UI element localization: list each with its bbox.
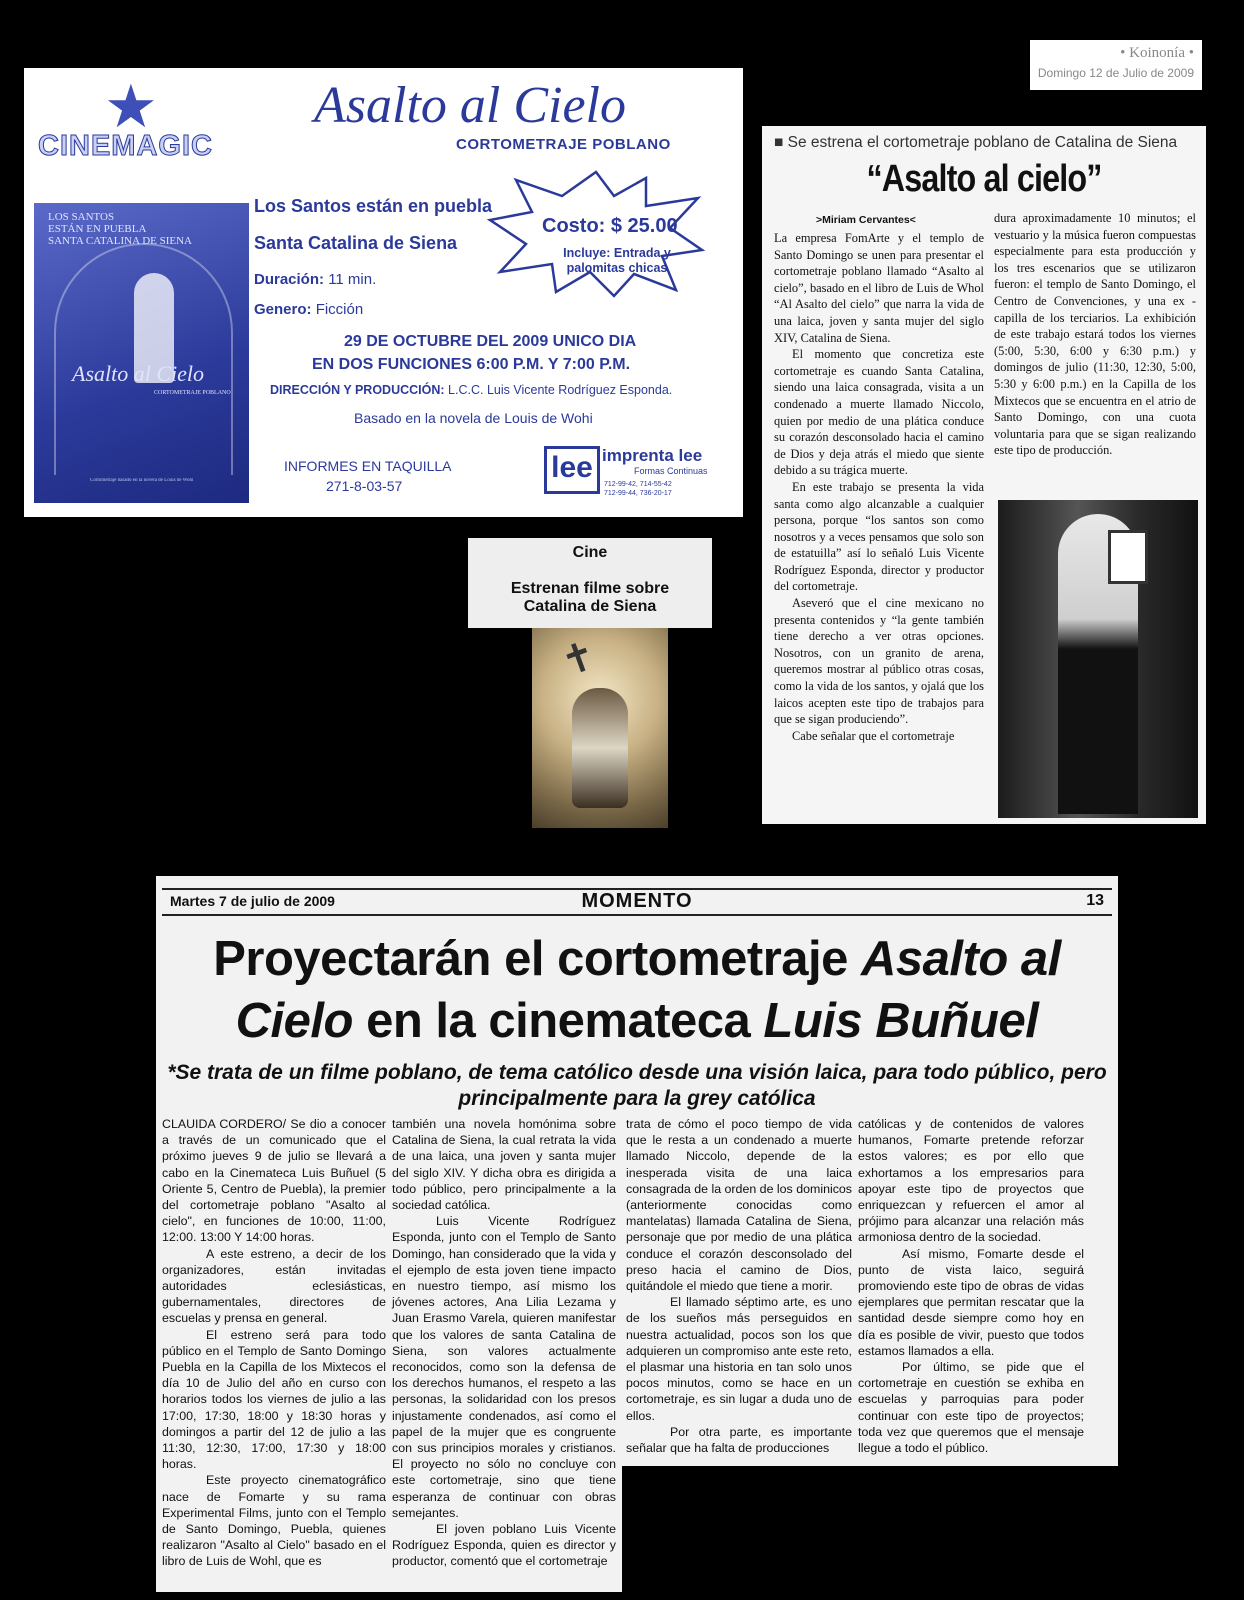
tagline-2: Santa Catalina de Siena <box>254 233 458 253</box>
phone-number: 271-8-03-57 <box>326 478 403 494</box>
paragraph: En este trabajo se presenta la vida santa como algo alcanzable a cualquier persona, porque “los santos son como nosotros y a veces pensamos que solo son de estatuilla” así lo señaló Luis Vicente Rodríguez Esponda, director y productor del cortometraje. <box>774 479 984 594</box>
director-line: DIRECCIÓN Y PRODUCCIÓN: L.C.C. Luis Vicente Rodríguez Esponda. <box>270 383 673 397</box>
lantern-icon <box>1108 530 1148 584</box>
article-headline: “Asalto al cielo” <box>866 158 1102 200</box>
paragraph: Así mismo, Fomarte desde el punto de vista laico, seguirá promoviendo este tipo de obras de vidas ejemplares que permitan rescatar que la santidad desde siempre como hoy en día es posible de vivir, puesto que todos estamos llamados a ella. <box>858 1246 1084 1358</box>
page-number: 13 <box>1086 892 1104 909</box>
flyer-subtitle: CORTOMETRAJE POBLANO <box>456 136 671 153</box>
clipping-cutout <box>622 1466 1118 1592</box>
paragraph: Aseveró que el cine mexicano no presenta contenidos y “la gente también tiene derecho a ver otras opciones. Nosotros, con un granito de arena, queremos mostrar al público otras cosas, como la vida de los santos, y ojalá que los laicos acepten este tipo de trabajos para que se sigan produciendo”. <box>774 596 984 727</box>
genre-line: Genero: Ficción <box>254 301 364 318</box>
article-kicker: ■ Se estrena el cortometraje poblano de Catalina de Siena <box>774 134 1178 151</box>
article-column-1 <box>162 1116 386 1570</box>
paragraph: Luis Vicente Rodríguez Esponda, junto con el Templo de Santo Domingo, han considerado que la vida y el ejemplo de esta joven tiene impacto en nuestro tiempo, así mismo los jóvenes actores, Ana Lilia Lezama y Juan Erasmo Varela, quieren manifestar que los valores de santa Catalina de Siena, son valores actualmente reconocidos, como son la defensa de los derechos humanos, el respeto a las personas, la solidaridad con los presos injustamente condenados, así como el papel de la mujer que es congruente con sus principios morales y cristianos. El proyecto no sólo no concluye con este cortometraje, sino que tiene esperanza de continuar con obras semejantes. <box>392 1214 616 1520</box>
cinemagic-flyer <box>24 68 743 517</box>
paragraph: CLAUIDA CORDERO/ Se dio a conocer a través de un comunicado que el próximo jueves 9 de julio se llevará a cabo en la Cinemateca Luis Buñuel (5 Oriente 5, Centro de Puebla), la premier del cortometraje poblano "Asalto al cielo", en funciones de 10:00, 11:00, 12:00. 13:00 Y 14:00 horas. <box>162 1117 386 1245</box>
article-byline: >Miriam Cervantes< <box>816 214 916 226</box>
article-photo <box>998 500 1198 818</box>
article-column-1 <box>774 230 984 744</box>
paragraph: católicas y de contenidos de valores humanos, Fomarte pretende reforzar estos valores; es por ello que exhortamos a los empresarios para apoyar este tipo de proyectos que enriquezcan y refuercen el amor al prójimo para alcanzar una relación más armoniosa dentro de la sociedad. <box>858 1117 1084 1245</box>
paragraph: El momento que concretiza este cortometraje es cuando Santa Catalina, siendo una laica consagrada, visita a un condenado a muerte llamado Niccolo, quien por medio de una plática conduce su corazón desconsolado hacia el camino de Dios y deja atrás el miedo que siente debido a su trágica muerte. <box>774 347 984 478</box>
clip-headline: Estrenan filme sobre Catalina de Siena <box>510 580 670 615</box>
paragraph: La empresa FomArte y el templo de Santo Domingo se unen para presentar el cortometraje poblano llamado “Asalto al cielo”, basado en el libro de Luis de Whol “Al Asalto del cielo” que narra la vida de una laica, joven y santa mujer del siglo XIV, Catalina de Siena. <box>774 231 984 345</box>
paragraph: El estreno será para todo público en el Templo de Santo Domingo Puebla en la Capilla de los Mixtecos el día 10 de Julio del año en curso con horarios todos los viernes de julio a las 17:00, 17:30, 18:00 y 18:30 horas y domingos a partir del 12 de julio a las 11:30, 12:30, 17:00, 17:30 y 18:00 horas. <box>162 1327 386 1472</box>
based-on-line: Basado en la novela de Louis de Wohi <box>354 410 593 426</box>
star-icon: ★ <box>104 73 158 140</box>
cinemagic-logo: CINEMAGIC <box>38 130 213 162</box>
koinonia-masthead-clip <box>1030 40 1202 90</box>
paragraph: El joven poblano Luis Vicente Rodríguez Esponda, quien es director y productor, comentó que el cortometraje <box>392 1522 616 1569</box>
paragraph: también una novela homónima sobre Catalina de Siena, la cual retrata la vida de una laica, una joven y santa mujer del siglo XIV. Y dicha obra es dirigida a todo público, pero principalmente a la sociedad católica. <box>392 1117 616 1213</box>
poster-title: Asalto al Cielo <box>72 361 204 386</box>
paragraph: dura aproximadamente 10 minutos; el vestuario y la música fueron compuestas especialmente para esta producción y los tres escenarios que se utilizaron fueron: el templo de Santo Domingo, el Centro de Convenciones, y una ex -capilla de los terciarios. La exhibición de este trabajo estará todos los viernes (5:00, 5:30, 6:00 y 6:30 p.m.) y domingos de julio (11:30, 12:30, 5:00, 5:30 y 6:00 p.m.) en la Capilla de los Mixtecos que se encuentra en el atrio de Santo Domingo, con una cuota voluntaria para que se sigan realizando este tipo de producción. <box>994 211 1196 458</box>
printer-name: imprenta lee <box>602 446 703 465</box>
price-includes: Incluye: Entrada y palomitas chicas <box>563 246 671 275</box>
newspaper-date: Domingo 12 de Julio de 2009 <box>1037 66 1194 80</box>
newspaper-name: • Koinonía • <box>1120 45 1194 61</box>
flyer-title: Asalto al Cielo <box>314 77 626 134</box>
cross-icon: ✝ <box>555 632 603 686</box>
koinonia-article <box>762 126 1206 824</box>
section-label: Cine <box>572 544 608 561</box>
paragraph: A este estreno, a decir de los organizadores, están invitadas autoridades eclesiásticas, gubernamentales, directores de escuelas y prensa en general. <box>162 1246 386 1326</box>
article-column-3 <box>626 1116 852 1456</box>
saint-figure <box>572 688 628 808</box>
poster-top-text: LOS SANTOS ESTÁN EN PUEBLA SANTA CATALINA DE SIENA <box>48 211 192 247</box>
newspaper-date: Martes 7 de julio de 2009 <box>170 893 335 909</box>
article-column-4 <box>858 1116 1084 1456</box>
date-line-2: EN DOS FUNCIONES 6:00 P.M. Y 7:00 P.M. <box>312 356 631 373</box>
newspaper-header-band <box>162 888 1112 916</box>
informes-line: INFORMES EN TAQUILLA <box>284 458 452 474</box>
cine-clip <box>468 538 712 628</box>
article-column-2 <box>994 210 1196 459</box>
paragraph: Por otra parte, es importante señalar que ha falta de producciones <box>626 1424 852 1456</box>
paragraph: El llamado séptimo arte, es uno de los sueños más perseguidos en nuestra actualidad, pocos son los que adquieren un compromiso ante este reto, el plasmar una historia en tan solo unos pocos minutos, como se hace en un cortometraje, es sin lugar a duda uno de ellos. <box>626 1295 852 1423</box>
date-line-1: 29 DE OCTUBRE DEL 2009 UNICO DIA <box>344 333 637 350</box>
poster-footnote: Cortometraje basado en la novela de Louis de Wohl <box>90 478 194 483</box>
paragraph: Este proyecto cinematográfico nace de Fomarte y su rama Experimental Films, junto con el Templo de Santo Domingo, Puebla, quienes realizaron "Asalto al Cielo" basado en el libro de Luis de Wohl, que es <box>162 1473 386 1569</box>
price: Costo: $ 25.00 <box>542 215 678 237</box>
printer-subtitle: Formas Continuas <box>634 466 708 476</box>
paragraph: Por último, se pide que el cortometraje en cuestión se exhiba en escuelas y parroquias para poder continuar con este tipo de proyectos; toda vez que queremos que el mensaje llegue a todo el público. <box>858 1360 1084 1456</box>
printer-phones: 712-99-42, 714-55-42 712-99-44, 736-20-17 <box>604 481 672 497</box>
newspaper-masthead: MOMENTO <box>581 890 693 912</box>
tagline-1: Los Santos están en puebla <box>254 196 493 216</box>
duration-line: Duración: 11 min. <box>254 271 377 288</box>
article-dek: *Se trata de un filme poblano, de tema católico desde una visión laica, para todo público, pero principalmente para la grey católica <box>167 1061 1107 1110</box>
saint-painting <box>532 628 668 828</box>
movie-poster <box>34 203 249 503</box>
imprenta-lee-logo: lee <box>544 446 600 494</box>
poster-subtitle: CORTOMETRAJE POBLANO <box>154 390 231 396</box>
article-column-2 <box>392 1116 616 1570</box>
momento-article <box>156 876 1118 1592</box>
paragraph: Cabe señalar que el cortometraje <box>792 728 955 743</box>
article-headline: Proyectarán el cortometraje Asalto al Cielo en la cinemateca Luis Buñuel <box>213 932 1061 1048</box>
paragraph: trata de cómo el poco tiempo de vida que le resta a un condenado a muerte llamado Niccolo, depende de la inesperada visita de una laica consagrada de la orden de los dominicos (anteriormente conocidas como mantelatas) llamada Catalina de Siena, personaje que por medio de una plática conduce el corazón desconsolado del preso hacia el camino de Dios, quitándole el miedo que tiene a morir. <box>626 1117 852 1294</box>
